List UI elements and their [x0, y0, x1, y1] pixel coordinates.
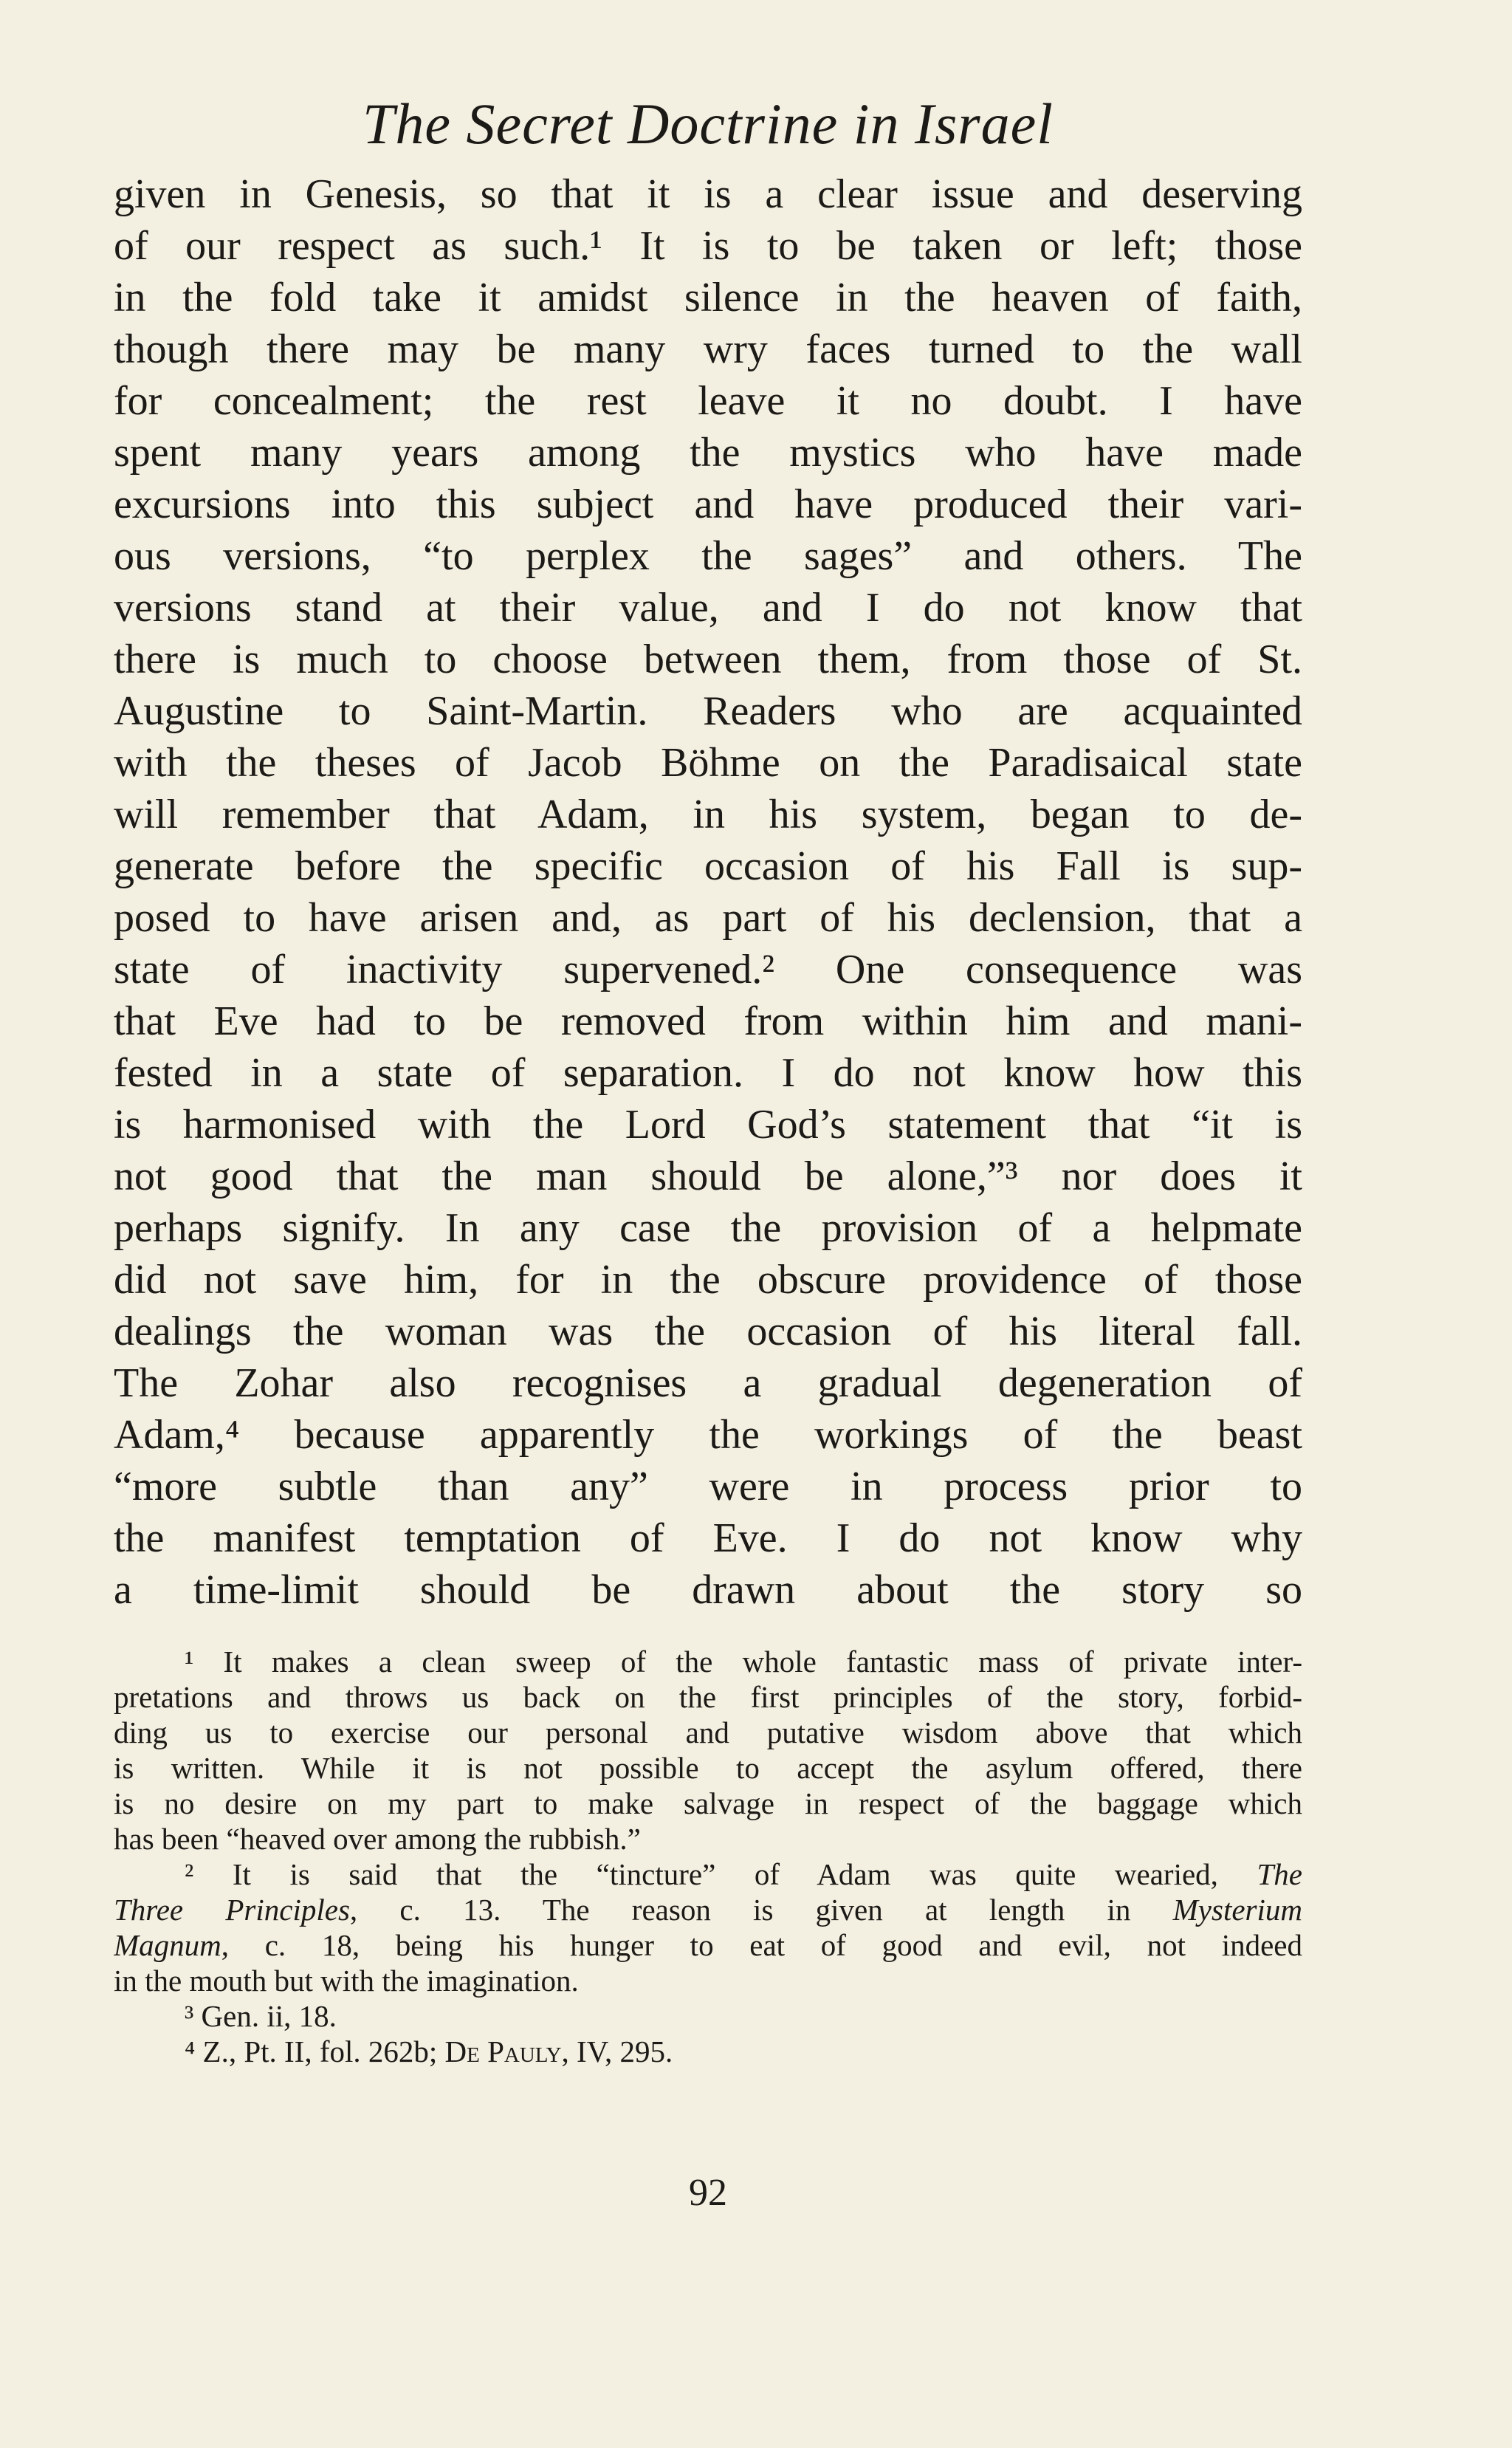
footnote-line — [114, 1927, 1302, 1963]
text-line: versions stand at their value, and I do not know that — [114, 585, 1302, 631]
footnote-line: pretations and throws us back on the first principles of the story, forbid- — [114, 1680, 1302, 1714]
text-line: of our respect as such.¹ It is to be taken or left; those — [114, 223, 1302, 269]
text-line: dealings the woman was the occasion of his literal fall. — [114, 1309, 1302, 1354]
author-name: De Pauly — [444, 2034, 562, 2068]
footnote-text: , c. 18, being his hunger to eat of good and evil, not indeed — [221, 1928, 1302, 1962]
page-number: 92 — [689, 2172, 727, 2214]
footnote-line: ³ Gen. ii, 18. — [185, 1999, 337, 2033]
text-line: not good that the man should be alone,”³ nor does it — [114, 1153, 1302, 1199]
text-line: did not save him, for in the obscure providence of those — [114, 1257, 1302, 1303]
footnote-line: ding us to exercise our personal and putative wisdom above that which — [114, 1715, 1302, 1749]
text-line: fested in a state of separation. I do not know how this — [114, 1050, 1302, 1096]
footnote-line — [114, 1856, 1302, 1892]
text-line: spent many years among the mystics who have made — [114, 430, 1302, 476]
footnote-line: has been “heaved over among the rubbish.” — [114, 1822, 641, 1856]
footnotes — [114, 1644, 1302, 2069]
text-line: will remember that Adam, in his system, began to de- — [114, 792, 1302, 837]
text-line: “more subtle than any” were in process prior to — [114, 1464, 1302, 1509]
text-line: ous versions, “to perplex the sages” and others. The — [114, 533, 1302, 579]
text-line: is harmonised with the Lord God’s statement that “it is — [114, 1102, 1302, 1148]
running-title: The Secret Doctrine in Israel — [362, 92, 1054, 156]
footnote-2 — [114, 1856, 1302, 1998]
footnote-text: ⁴ Z., Pt. II, fol. 262b; — [185, 2034, 438, 2068]
footnote-line: in the mouth but with the imagination. — [114, 1964, 579, 1998]
text-line: there is much to choose between them, from those of St. — [114, 637, 1302, 682]
text-line: generate before the specific occasion of his Fall is sup- — [114, 843, 1302, 889]
text-line: for concealment; the rest leave it no doubt. I have — [114, 378, 1302, 424]
text-line: state of inactivity supervened.² One consequence was — [114, 947, 1302, 992]
footnote-1 — [114, 1644, 1302, 1856]
footnote-3 — [114, 1998, 1302, 2034]
text-line: Augustine to Saint-Martin. Readers who are acquainted — [114, 688, 1302, 734]
text-line: with the theses of Jacob Böhme on the Paradisaical state — [114, 740, 1302, 786]
footnote-4 — [114, 2034, 1302, 2069]
text-line: though there may be many wry faces turned to the wall — [114, 326, 1302, 372]
text-line: excursions into this subject and have produced their vari- — [114, 481, 1302, 527]
text-line: that Eve had to be removed from within him and mani- — [114, 998, 1302, 1044]
text-line: a time-limit should be drawn about the story so — [114, 1567, 1302, 1613]
text-line: the manifest temptation of Eve. I do not know why — [114, 1515, 1302, 1561]
page — [114, 87, 1302, 2214]
footnote-line: ¹ It makes a clean sweep of the whole fantastic mass of private inter- — [185, 1645, 1302, 1679]
footnote-text: ² It is said that the “tincture” of Adam was quite wearied, — [185, 1857, 1218, 1891]
text-line: posed to have arisen and, as part of his declension, that a — [114, 895, 1302, 941]
book-title: Magnum — [114, 1928, 221, 1962]
footnote-line — [114, 1892, 1302, 1927]
text-line: given in Genesis, so that it is a clear issue and deserving — [114, 171, 1302, 217]
footnote-line: is written. While it is not possible to accept the asylum offered, there — [114, 1751, 1302, 1785]
book-title: Three Principles — [114, 1893, 350, 1927]
body-text — [114, 168, 1302, 1616]
footnote-text: , c. 13. The reason is given at length in — [349, 1893, 1131, 1927]
footnote-text: , IV, 295. — [561, 2034, 673, 2068]
text-line: in the fold take it amidst silence in the heaven of faith, — [114, 275, 1302, 320]
footnote-line — [114, 2034, 1302, 2069]
text-line: Adam,⁴ because apparently the workings of the beast — [114, 1412, 1302, 1458]
text-line: The Zohar also recognises a gradual degeneration of — [114, 1360, 1302, 1406]
text-line: perhaps signify. In any case the provision of a helpmate — [114, 1205, 1302, 1251]
book-title: The — [1257, 1857, 1302, 1891]
book-title: Mysterium — [1172, 1893, 1302, 1927]
footnote-line: is no desire on my part to make salvage in respect of the baggage which — [114, 1786, 1302, 1820]
